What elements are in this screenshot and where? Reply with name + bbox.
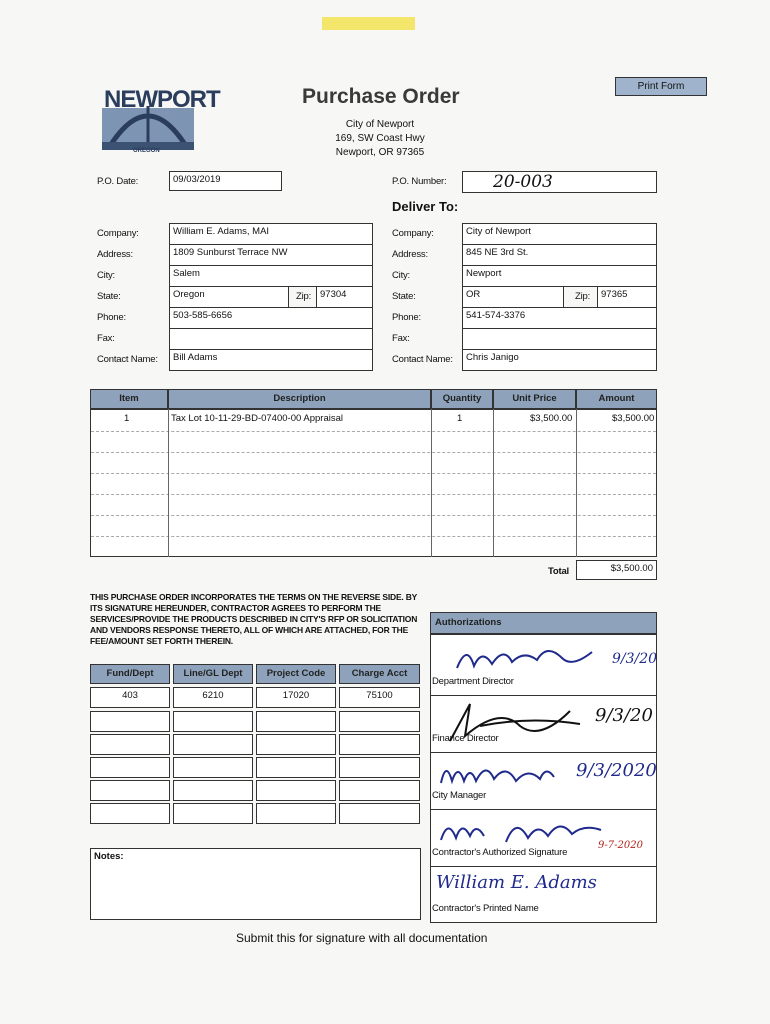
- acct-project-field[interactable]: 17020: [256, 687, 336, 708]
- acct-empty-cell[interactable]: [339, 711, 420, 732]
- address-line-3: Newport, OR 97365: [335, 147, 425, 158]
- contractor-signature: [436, 812, 606, 846]
- items-row-divider: [91, 431, 656, 432]
- vendor-company-label: Company:: [97, 228, 139, 239]
- acct-empty-cell[interactable]: [339, 780, 420, 801]
- contractor-printed-name-label: Contractor's Printed Name: [432, 903, 539, 914]
- delivery-fax-field[interactable]: [462, 328, 657, 350]
- delivery-fax-label: Fax:: [392, 333, 410, 344]
- acct-empty-cell[interactable]: [173, 734, 253, 755]
- acct-empty-cell[interactable]: [90, 803, 170, 824]
- acct-empty-cell[interactable]: [339, 803, 420, 824]
- acct-fund-field[interactable]: 403: [90, 687, 170, 708]
- auth-divider-3: [430, 809, 657, 810]
- finance-director-signature: [440, 696, 590, 746]
- items-col-line-1: [168, 409, 169, 557]
- delivery-zip-label: Zip:: [575, 291, 591, 302]
- acct-empty-cell[interactable]: [90, 711, 170, 732]
- address-line-2: 169, SW Coast Hwy: [335, 133, 425, 144]
- vendor-zip-field[interactable]: 97304: [316, 286, 373, 308]
- delivery-zip-field[interactable]: 97365: [597, 286, 657, 308]
- contractor-signature-date: 9-7-2020: [598, 840, 643, 851]
- acct-header-line: Line/GL Dept: [173, 664, 253, 684]
- items-row-divider: [91, 515, 656, 516]
- vendor-phone-label: Phone:: [97, 312, 126, 323]
- item-amount: $3,500.00: [612, 413, 655, 424]
- acct-header-charge: Charge Acct: [339, 664, 420, 684]
- table-row: [90, 413, 657, 429]
- vendor-state-label: State:: [97, 291, 121, 302]
- delivery-phone-field[interactable]: 541-574-3376: [462, 307, 657, 329]
- acct-empty-cell[interactable]: [256, 780, 336, 801]
- items-col-line-2: [431, 409, 432, 557]
- authorizations-heading: Authorizations: [430, 612, 657, 634]
- logo-text: NEWPORT: [104, 86, 220, 113]
- acct-empty-cell[interactable]: [173, 780, 253, 801]
- item-description: Tax Lot 10-11-29-BD-07400-00 Appraisal: [171, 413, 343, 424]
- acct-empty-cell[interactable]: [256, 803, 336, 824]
- acct-line-field[interactable]: 6210: [173, 687, 253, 708]
- delivery-state-field[interactable]: OR: [462, 286, 564, 308]
- notes-label: Notes:: [94, 851, 124, 862]
- acct-empty-cell[interactable]: [339, 757, 420, 778]
- vendor-phone-field[interactable]: 503-585-6656: [169, 307, 373, 329]
- delivery-address-field[interactable]: 845 NE 3rd St.: [462, 244, 657, 266]
- acct-empty-cell[interactable]: [173, 757, 253, 778]
- logo-subtext: OREGON: [133, 148, 160, 154]
- vendor-fax-label: Fax:: [97, 333, 115, 344]
- po-date-field[interactable]: 09/03/2019: [169, 171, 282, 191]
- vendor-zip-label: Zip:: [296, 291, 312, 302]
- po-date-label: P.O. Date:: [97, 176, 139, 187]
- acct-empty-cell[interactable]: [256, 711, 336, 732]
- items-row-divider: [91, 452, 656, 453]
- po-number-field[interactable]: 20-003: [462, 171, 657, 193]
- items-body: [90, 409, 657, 557]
- deliver-to-heading: Deliver To:: [392, 199, 459, 214]
- acct-empty-cell[interactable]: [173, 803, 253, 824]
- items-row-divider: [91, 494, 656, 495]
- auth-divider-2: [430, 752, 657, 753]
- acct-charge-field[interactable]: 75100: [339, 687, 420, 708]
- city-manager-signature: [436, 755, 596, 787]
- vendor-city-label: City:: [97, 270, 116, 281]
- print-form-button[interactable]: Print Form: [615, 77, 707, 96]
- footer-instruction: Submit this for signature with all documentation: [236, 931, 488, 945]
- vendor-company-field[interactable]: William E. Adams, MAI: [169, 223, 373, 245]
- vendor-fax-field[interactable]: [169, 328, 373, 350]
- vendor-contact-label: Contact Name:: [97, 354, 158, 365]
- address-line-1: City of Newport: [345, 119, 415, 130]
- dept-director-date: 9/3/20: [612, 651, 658, 667]
- dept-director-signature: [452, 638, 602, 678]
- delivery-contact-label: Contact Name:: [392, 354, 453, 365]
- items-col-line-4: [576, 409, 577, 557]
- po-number-label: P.O. Number:: [392, 176, 447, 187]
- delivery-company-field[interactable]: City of Newport: [462, 223, 657, 245]
- vendor-city-field[interactable]: Salem: [169, 265, 373, 287]
- auth-divider-4: [430, 866, 657, 867]
- items-header-quantity: Quantity: [431, 389, 493, 409]
- acct-empty-cell[interactable]: [90, 757, 170, 778]
- acct-empty-cell[interactable]: [256, 734, 336, 755]
- terms-text: THIS PURCHASE ORDER INCORPORATES THE TERMS ON THE REVERSE SIDE. BY ITS SIGNATURE HEREUNDER, CONTRACTOR AGREES TO PERFORM THE SERVICES/PROVIDE THE PRODUCTS DESCRIBED IN CITY'S RFP OR SOLICITATION AND VENDORS RESPONSE THERETO, ALL OF WHICH ARE ATTACHED, FOR THE FEE/AMOUNT SET FORTH THEREIN.: [90, 592, 418, 646]
- highlight-mark: [322, 17, 415, 30]
- contractor-printed-name: William E. Adams: [436, 872, 597, 893]
- finance-director-date: 9/3/20: [595, 705, 653, 726]
- delivery-company-label: Company:: [392, 228, 434, 239]
- items-header-amount: Amount: [576, 389, 657, 409]
- delivery-state-label: State:: [392, 291, 416, 302]
- page-title: Purchase Order: [302, 85, 460, 108]
- delivery-phone-label: Phone:: [392, 312, 421, 323]
- vendor-address-field[interactable]: 1809 Sunburst Terrace NW: [169, 244, 373, 266]
- city-address: [320, 118, 440, 160]
- contractor-signature-label: Contractor's Authorized Signature: [432, 847, 568, 858]
- items-row-divider: [91, 536, 656, 537]
- items-col-line-3: [493, 409, 494, 557]
- city-manager-date: 9/3/2020: [576, 760, 657, 781]
- acct-header-fund: Fund/Dept: [90, 664, 170, 684]
- acct-empty-cell[interactable]: [173, 711, 253, 732]
- delivery-city-field[interactable]: Newport: [462, 265, 657, 287]
- delivery-city-label: City:: [392, 270, 411, 281]
- city-manager-label: City Manager: [432, 790, 487, 801]
- acct-empty-cell[interactable]: [90, 734, 170, 755]
- delivery-address-label: Address:: [392, 249, 428, 260]
- vendor-state-field[interactable]: Oregon: [169, 286, 289, 308]
- notes-field[interactable]: [90, 848, 421, 920]
- items-row-divider: [91, 473, 656, 474]
- acct-empty-cell[interactable]: [256, 757, 336, 778]
- finance-director-label: Finance Director: [432, 733, 499, 744]
- item-unit-price: $3,500.00: [530, 413, 573, 424]
- delivery-contact-field[interactable]: Chris Janigo: [462, 349, 657, 371]
- items-header-description: Description: [168, 389, 431, 409]
- vendor-contact-field[interactable]: Bill Adams: [169, 349, 373, 371]
- items-header-item: Item: [90, 389, 168, 409]
- acct-empty-cell[interactable]: [339, 734, 420, 755]
- vendor-address-label: Address:: [97, 249, 133, 260]
- acct-empty-cell[interactable]: [90, 780, 170, 801]
- item-number: 1: [124, 413, 130, 424]
- total-label: Total: [548, 566, 569, 577]
- total-field[interactable]: $3,500.00: [576, 560, 657, 580]
- dept-director-label: Department Director: [432, 676, 514, 687]
- acct-header-project: Project Code: [256, 664, 336, 684]
- items-header-unit-price: Unit Price: [493, 389, 576, 409]
- item-quantity: 1: [457, 413, 463, 424]
